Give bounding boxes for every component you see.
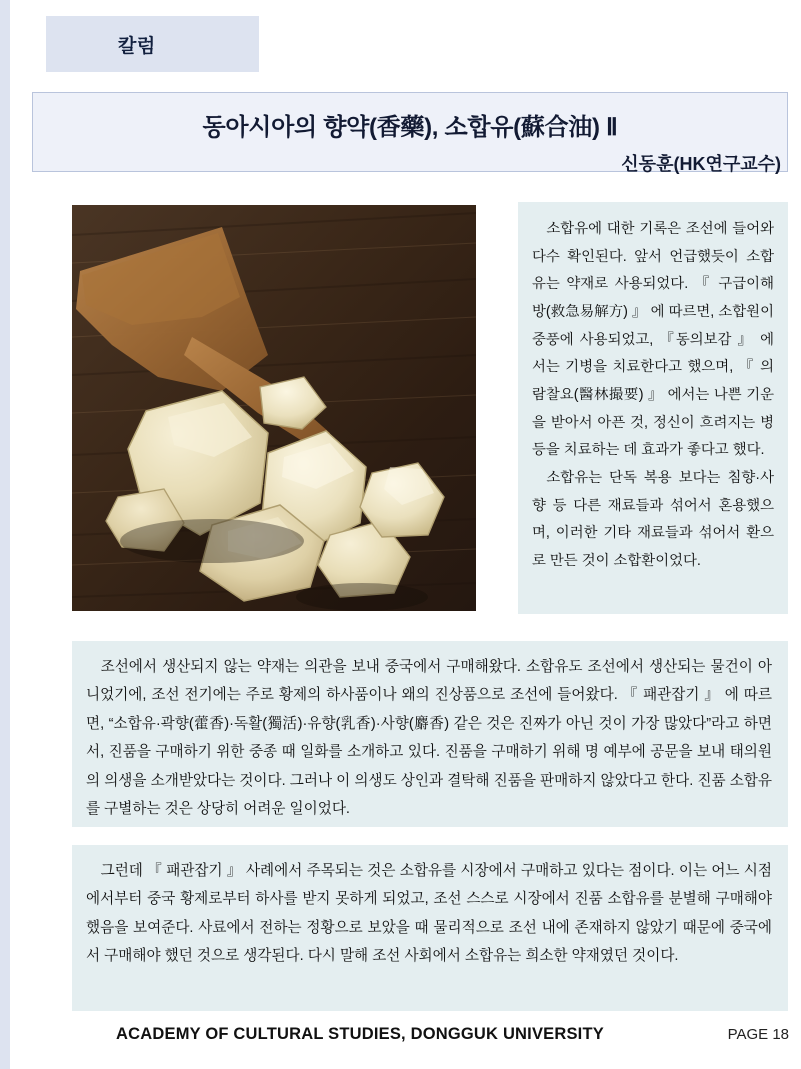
- article-author: 신동훈(HK연구교수): [621, 154, 781, 174]
- article-title-box: [32, 92, 788, 172]
- footer-organization: ACADEMY OF CULTURAL STUDIES, DONGGUK UNIVERSITY: [116, 1025, 604, 1043]
- article-figure: [72, 205, 476, 611]
- column-tag: [46, 16, 259, 72]
- side-paragraph-1: 소합유에 대한 기록은 조선에 들어와 다수 확인된다. 앞서 언급했듯이 소합유는 약재로 사용되었다. 『 구급이해방(救急易解方) 』 에 따르면, 소합원이 중풍에 사용되었고, 『동의보감 』 에서는 기병을 치료한다고 했으며, 『 의람찰요(醫林撮要) 』 에서는 나쁜 기운을 받아서 아픈 것, 정신이 흐려지는 병 등을 치료하는 데 효과가 좋다고 했다.: [532, 221, 774, 459]
- page-title: 동아시아의 향약(香藥), 소합유(蘇合油) Ⅱ: [202, 114, 618, 141]
- body-paragraph-2: 조선에서 생산되지 않는 약재는 의관을 보내 중국에서 구매해왔다. 소합유도 조선에서 생산되는 물건이 아니었기에, 조선 전기에는 주로 황제의 하사품이나 왜의 진상품으로 조선에 들어왔다. 『 패관잡기 』 에 따르면, “소합유·곽향(藿香)·독활(獨活)·유향(乳香)·사향(麝香) 같은 것은 진짜가 아닌 것이 가장 많았다”라고 하면서, 진품을 구매하기 위한 중종 때 일화를 소개하고 있다. 진품을 구매하기 위해 명 예부에 공문을 보내 태의원의 의생을 소개받았다는 것이다. 그러나 이 의생도 상인과 결탁해 진품을 판매하지 않았다고 한다. 진품 소합유를 구별하는 것은 상당히 어려운 일이었다.: [86, 659, 772, 818]
- body-paragraph-3: 그런데 『 패관잡기 』 사례에서 주목되는 것은 소합유를 시장에서 구매하고 있다는 점이다. 이는 어느 시점에서부터 중국 황제로부터 하사를 받지 못하게 되었고, 조선 스스로 시장에서 진품 소합유를 분별해 구매해야 했음을 보여준다. 사료에서 전하는 정황으로 보았을 때 물리적으로 조선 내에 존재하지 않았기 때문에 중국에서 구매해야 했던 것으로 생각된다. 다시 말해 조선 사회에서 소합유는 희소한 약재였던 것이다.: [86, 863, 772, 965]
- side-paragraph-2: 소합유는 단독 복용 보다는 침향·사향 등 다른 재료들과 섞어서 혼용했으며, 이러한 기타 재료들과 섞어서 환으로 만든 것이 소합환이었다.: [532, 469, 774, 569]
- column-tag-label: 칼럼: [118, 35, 156, 57]
- resin-photo-illustration: [72, 205, 476, 611]
- body-paragraph-block-3: [72, 845, 788, 1011]
- body-paragraph-block-2: [72, 641, 788, 827]
- page-footer: [10, 1025, 801, 1065]
- sidebar-text-block: [518, 202, 788, 614]
- footer-page-number: PAGE 18: [727, 1026, 789, 1043]
